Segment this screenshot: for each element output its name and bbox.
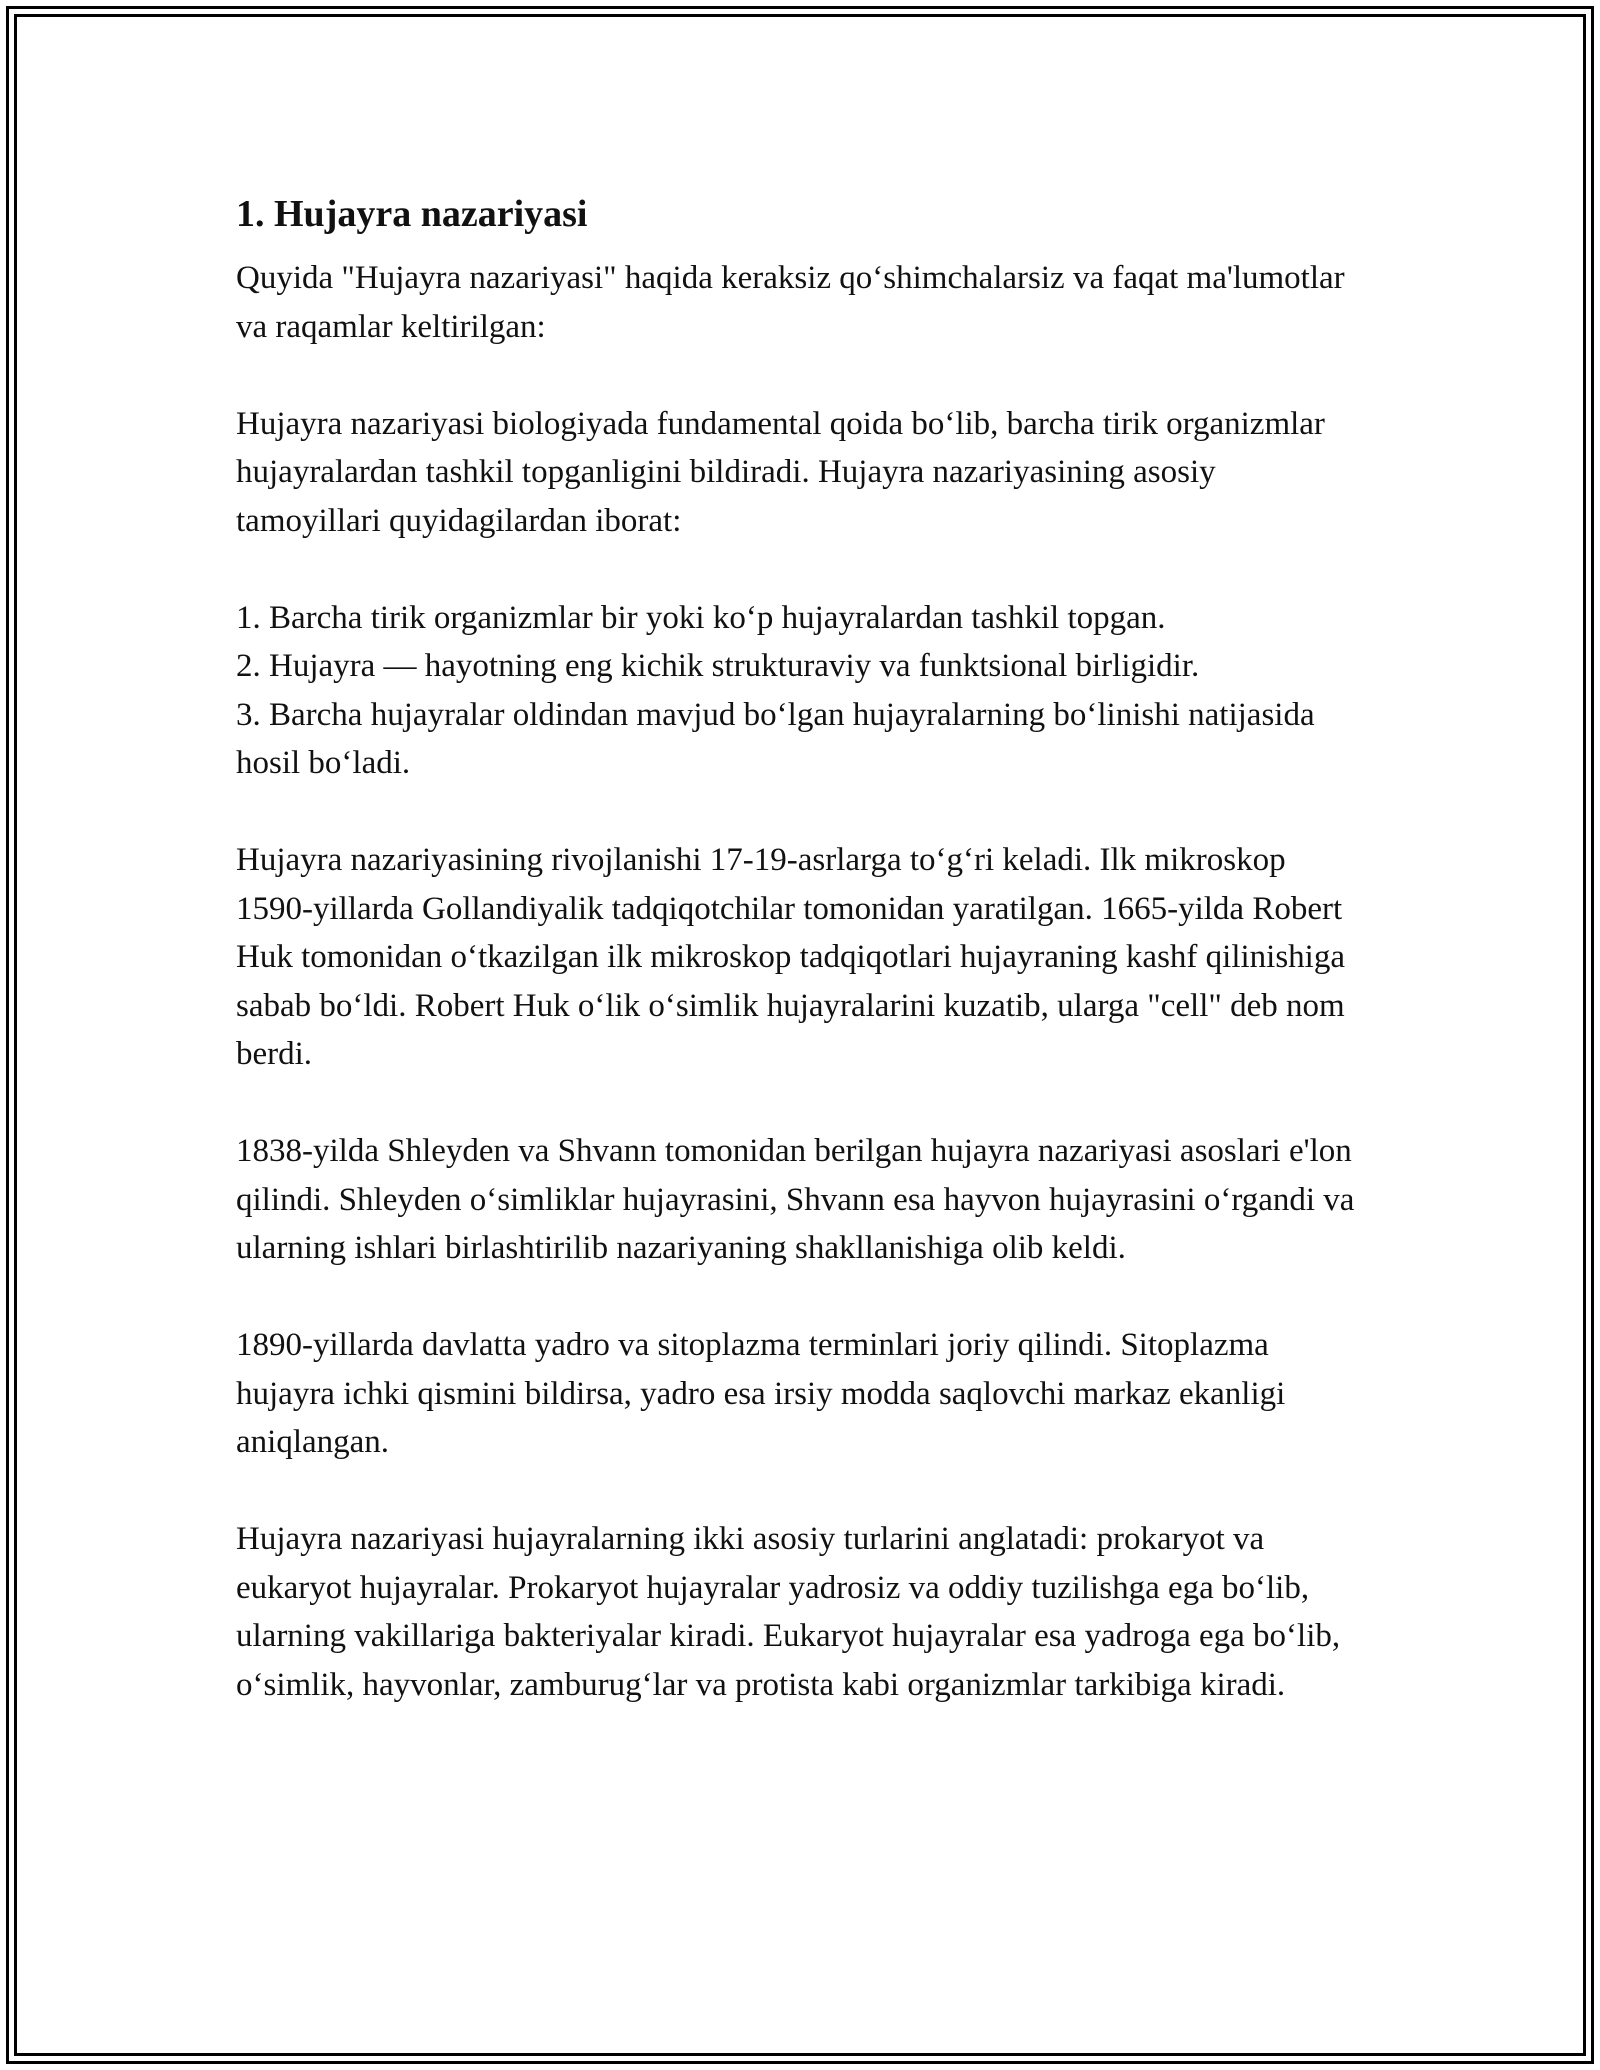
- principles-list: [236, 594, 1366, 788]
- document-title: 1. Hujayra nazariyasi: [236, 193, 588, 235]
- intro-paragraph: Quyida "Hujayra nazariyasi" haqida keraksiz qo‘shimchalarsiz va faqat ma'lumotlar va raqamlar keltirilgan:: [236, 260, 1345, 345]
- list-item: 2. Hujayra — hayotning eng kichik strukturaviy va funktsional birligidir.: [236, 648, 1200, 684]
- paragraph-schleiden-schwann: 1838-yilda Shleyden va Shvann tomonidan berilgan hujayra nazariyasi asoslari e'lon qilindi. Shleyden o‘simliklar hujayrasini, Shvann esa hayvon hujayrasini o‘rgandi va ularning ishlari birlashtirilib nazariyaning shakllanishiga olib keldi.: [236, 1133, 1355, 1266]
- list-item: 3. Barcha hujayralar oldindan mavjud bo‘lgan hujayralarning bo‘linishi natijasida hosil bo‘ladi.: [236, 696, 1315, 781]
- list-item: 1. Barcha tirik organizmlar bir yoki ko‘p hujayralardan tashkil topgan.: [236, 599, 1166, 636]
- paragraph-history: Hujayra nazariyasining rivojlanishi 17-19-asrlarga to‘g‘ri keladi. Ilk mikroskop 1590-yillarda Gollandiyalik tadqiqotchilar tomonidan yaratilgan. 1665-yilda Robert Huk tomonidan o‘tkazilgan ilk mikroskop tadqiqotlari hujayraning kashf qilinishiga sabab bo‘ldi. Robert Huk o‘lik o‘simlik hujayralarini kuzatib, ularga "cell" deb nom berdi.: [236, 842, 1345, 1072]
- paragraph-definition: Hujayra nazariyasi biologiyada fundamental qoida bo‘lib, barcha tirik organizmlar hujayralardan tashkil topganligini bildiradi. Hujayra nazariyasining asosiy tamoyillari quyidagilardan iborat:: [236, 405, 1325, 539]
- paragraph-nucleus-cytoplasm: 1890-yillarda davlatta yadro va sitoplazma terminlari joriy qilindi. Sitoplazma hujayra ichki qismini bildirsa, yadro esa irsiy modda saqlovchi markaz ekanligi aniqlangan.: [236, 1327, 1286, 1460]
- document-body: [236, 184, 1366, 1758]
- paragraph-cell-types: Hujayra nazariyasi hujayralarning ikki asosiy turlarini anglatadi: prokaryot va eukaryot hujayralar. Prokaryot hujayralar yadrosiz va oddiy tuzilishga ega bo‘lib, ularning vakillariga bakteriyalar kiradi. Eukaryot hujayralar esa yadroga ega bo‘lib, o‘simlik, hayvonlar, zamburug‘lar va protista kabi organizmlar tarkibiga kiradi.: [236, 1521, 1341, 1703]
